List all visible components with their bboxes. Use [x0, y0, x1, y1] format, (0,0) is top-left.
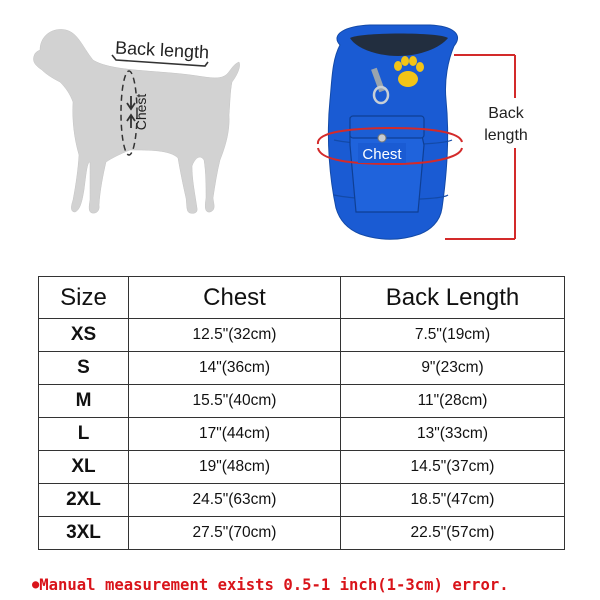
- coat-image: [328, 25, 457, 239]
- chest-cell: 12.5"(32cm): [129, 319, 341, 352]
- table-row: [39, 517, 565, 550]
- table-body: [39, 319, 565, 550]
- table-row: [39, 385, 565, 418]
- measurement-note: [32, 576, 592, 594]
- note-text: Manual measurement exists 0.5-1 inch(1-3cm) error.: [39, 576, 509, 594]
- size-cell: L: [39, 418, 129, 451]
- back-length-cell: 18.5"(47cm): [341, 484, 565, 517]
- table-row: [39, 418, 565, 451]
- size-cell: XS: [39, 319, 129, 352]
- size-cell: XL: [39, 451, 129, 484]
- chest-cell: 19"(48cm): [129, 451, 341, 484]
- note-bullet-icon: ●: [32, 577, 40, 591]
- size-cell: S: [39, 352, 129, 385]
- chest-cell: 15.5"(40cm): [129, 385, 341, 418]
- coat-back-length-label-line1: Back: [488, 105, 524, 122]
- table-row: [39, 451, 565, 484]
- table-row: [39, 484, 565, 517]
- table-row: [39, 352, 565, 385]
- table-row: [39, 319, 565, 352]
- chest-cell: 14"(36cm): [129, 352, 341, 385]
- size-chart-table: [38, 276, 565, 550]
- coat-back-length-label-line2: length: [484, 127, 528, 144]
- size-cell: 2XL: [39, 484, 129, 517]
- header-size: Size: [39, 277, 129, 319]
- back-length-cell: 13"(33cm): [341, 418, 565, 451]
- back-length-cell: 7.5"(19cm): [341, 319, 565, 352]
- coat-chest-label: Chest: [362, 146, 402, 163]
- back-length-cell: 22.5"(57cm): [341, 517, 565, 550]
- chest-cell: 27.5"(70cm): [129, 517, 341, 550]
- header-chest: Chest: [129, 277, 341, 319]
- size-cell: 3XL: [39, 517, 129, 550]
- back-length-cell: 11"(28cm): [341, 385, 565, 418]
- coat-back-length-indicator: [445, 55, 515, 239]
- table-header-row: [39, 277, 565, 319]
- header-back-length: Back Length: [341, 277, 565, 319]
- back-length-cell: 9"(23cm): [341, 352, 565, 385]
- chest-cell: 17"(44cm): [129, 418, 341, 451]
- size-cell: M: [39, 385, 129, 418]
- measurement-illustration: [0, 0, 600, 262]
- back-length-cell: 14.5"(37cm): [341, 451, 565, 484]
- dog-chest-label: Chest: [133, 93, 149, 131]
- chest-cell: 24.5"(63cm): [129, 484, 341, 517]
- dog-back-length-label: Back length: [114, 37, 210, 63]
